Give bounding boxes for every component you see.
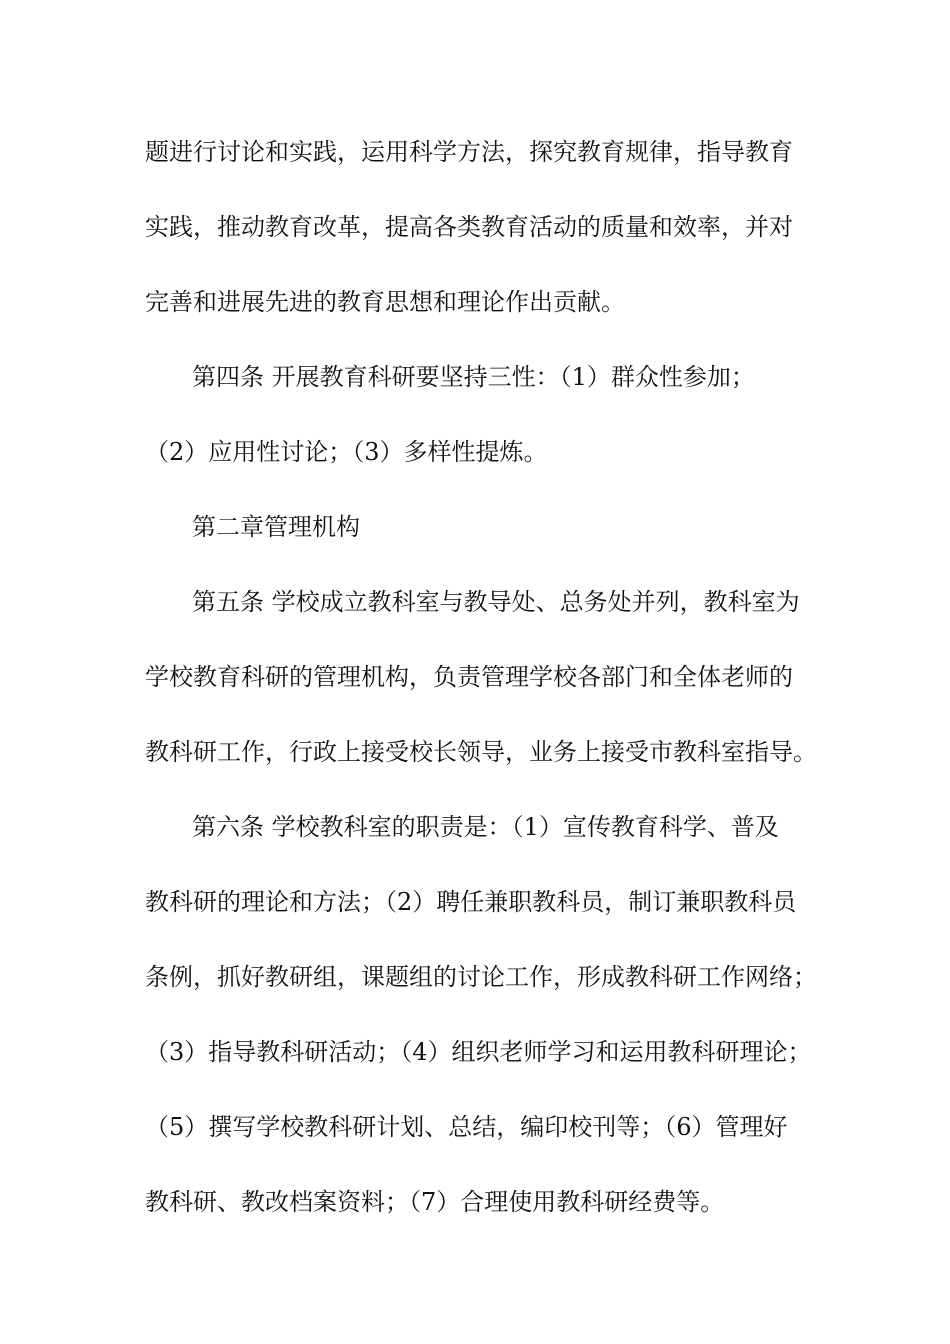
text-line: （3）指导教科研活动；（4）组织老师学习和运用教科研理论； <box>145 1038 812 1066</box>
text-line: （2）应用性讨论；（3）多样性提炼。 <box>145 438 548 466</box>
text-line: 教科研、教改档案资料；（7）合理使用教科研经费等。 <box>145 1188 725 1216</box>
text-line: 条例，抓好教研组，课题组的讨论工作，形成教科研工作网络； <box>145 963 817 991</box>
article-heading: 第五条 学校成立教科室与教导处、总务处并列，教科室为 <box>192 588 800 616</box>
text-line: 教科研的理论和方法；（2）聘任兼职教科员，制订兼职教科员 <box>145 888 797 916</box>
text-line: 题进行讨论和实践，运用科学方法，探究教育规律，指导教育 <box>145 138 793 166</box>
text-line: 教科研工作，行政上接受校长领导，业务上接受市教科室指导。 <box>145 738 817 766</box>
article-heading: 第四条 开展教育科研要坚持三性：（1）群众性参加； <box>192 363 755 391</box>
text-line: 实践，推动教育改革，提高各类教育活动的质量和效率，并对 <box>145 213 793 241</box>
chapter-heading: 第二章管理机构 <box>192 513 360 541</box>
article-heading: 第六条 学校教科室的职责是：（1）宣传教育科学、普及 <box>192 813 779 841</box>
text-line: （5）撰写学校教科研计划、总结，编印校刊等；（6）管理好 <box>145 1113 788 1141</box>
text-line: 学校教育科研的管理机构，负责管理学校各部门和全体老师的 <box>145 663 793 691</box>
text-line: 完善和进展先进的教育思想和理论作出贡献。 <box>145 288 625 316</box>
